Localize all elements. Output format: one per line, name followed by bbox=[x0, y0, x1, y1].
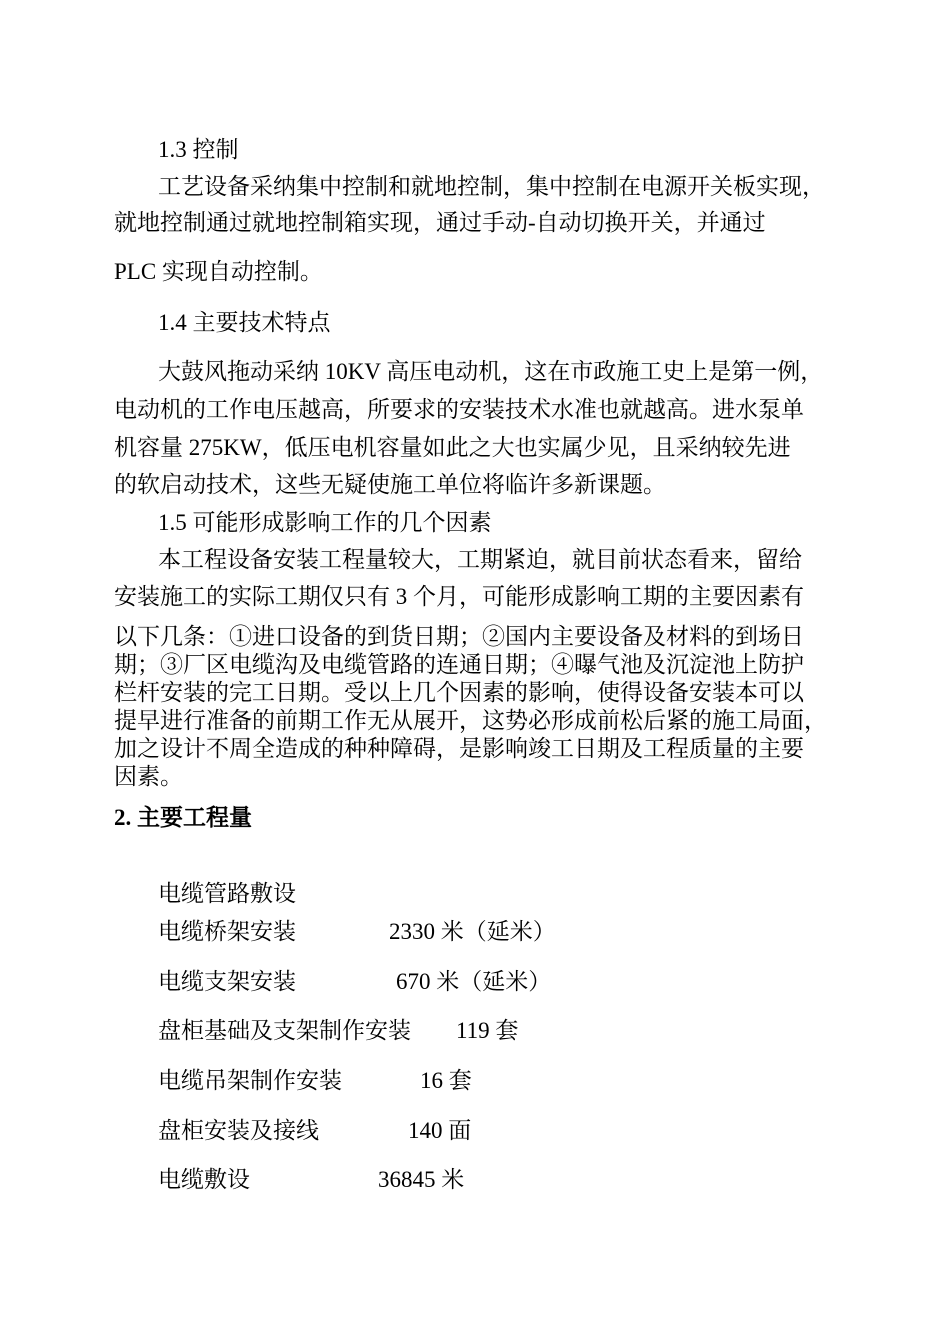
quantity-item-name: 盘柜安装及接线 bbox=[158, 1118, 319, 1143]
paragraph-line: 就地控制通过就地控制箱实现，通过手动-自动切换开关，并通过 bbox=[114, 210, 766, 235]
quantity-item-name: 电缆支架安装 bbox=[158, 969, 296, 994]
quantity-subheading: 电缆管路敷设 bbox=[158, 881, 296, 906]
paragraph-line: 电动机的工作电压越高，所要求的安装技术水准也就越高。进水泵单 bbox=[114, 397, 804, 422]
paragraph-line: 以下几条：①进口设备的到货日期；②国内主要设备及材料的到场日 bbox=[114, 624, 804, 649]
paragraph-line: 本工程设备安装工程量较大，工期紧迫，就目前状态看来，留给 bbox=[158, 547, 802, 572]
paragraph-line: 因素。 bbox=[114, 764, 183, 789]
section-1-5-heading: 1.5 可能形成影响工作的几个因素 bbox=[158, 510, 492, 535]
paragraph-line: 加之设计不周全造成的种种障碍，是影响竣工日期及工程质量的主要 bbox=[114, 736, 804, 761]
paragraph-line: 提早进行准备的前期工作无从展开，这势必形成前松后紧的施工局面， bbox=[114, 708, 827, 733]
quantity-item-value: 140 面 bbox=[408, 1118, 472, 1143]
paragraph-line: PLC 实现自动控制。 bbox=[114, 259, 323, 284]
quantity-item-name: 电缆吊架制作安装 bbox=[158, 1068, 342, 1093]
quantity-item-value: 16 套 bbox=[420, 1068, 472, 1093]
quantity-item-value: 2330 米（延米） bbox=[389, 919, 556, 944]
paragraph-line: 工艺设备采纳集中控制和就地控制，集中控制在电源开关板实现， bbox=[158, 174, 825, 199]
section-2-heading: 2. 主要工程量 bbox=[114, 805, 252, 830]
paragraph-line: 的软启动技术，这些无疑使施工单位将临许多新课题。 bbox=[114, 472, 666, 497]
quantity-item-value: 119 套 bbox=[456, 1018, 519, 1043]
dense-paragraph bbox=[114, 623, 854, 791]
section-1-4-heading: 1.4 主要技术特点 bbox=[158, 310, 331, 335]
quantity-item-name: 盘柜基础及支架制作安装 bbox=[158, 1018, 411, 1043]
quantity-item-name: 电缆桥架安装 bbox=[158, 919, 296, 944]
paragraph-line: 安装施工的实际工期仅只有 3 个月，可能形成影响工期的主要因素有 bbox=[114, 584, 804, 609]
quantity-item-name: 电缆敷设 bbox=[158, 1167, 250, 1192]
section-1-3-heading: 1.3 控制 bbox=[158, 137, 239, 162]
paragraph-line: 大鼓风拖动采纳 10KV 高压电动机，这在市政施工史上是第一例， bbox=[158, 359, 824, 384]
paragraph-line: 期；③厂区电缆沟及电缆管路的连通日期；④曝气池及沉淀池上防护 bbox=[114, 652, 804, 677]
quantity-item-value: 36845 米 bbox=[378, 1167, 465, 1192]
paragraph-line: 机容量 275KW，低压电机容量如此之大也实属少见，且采纳较先进 bbox=[114, 435, 791, 460]
paragraph-line: 栏杆安装的完工日期。受以上几个因素的影响，使得设备安装本可以 bbox=[114, 680, 804, 705]
quantity-item-value: 670 米（延米） bbox=[396, 969, 552, 994]
